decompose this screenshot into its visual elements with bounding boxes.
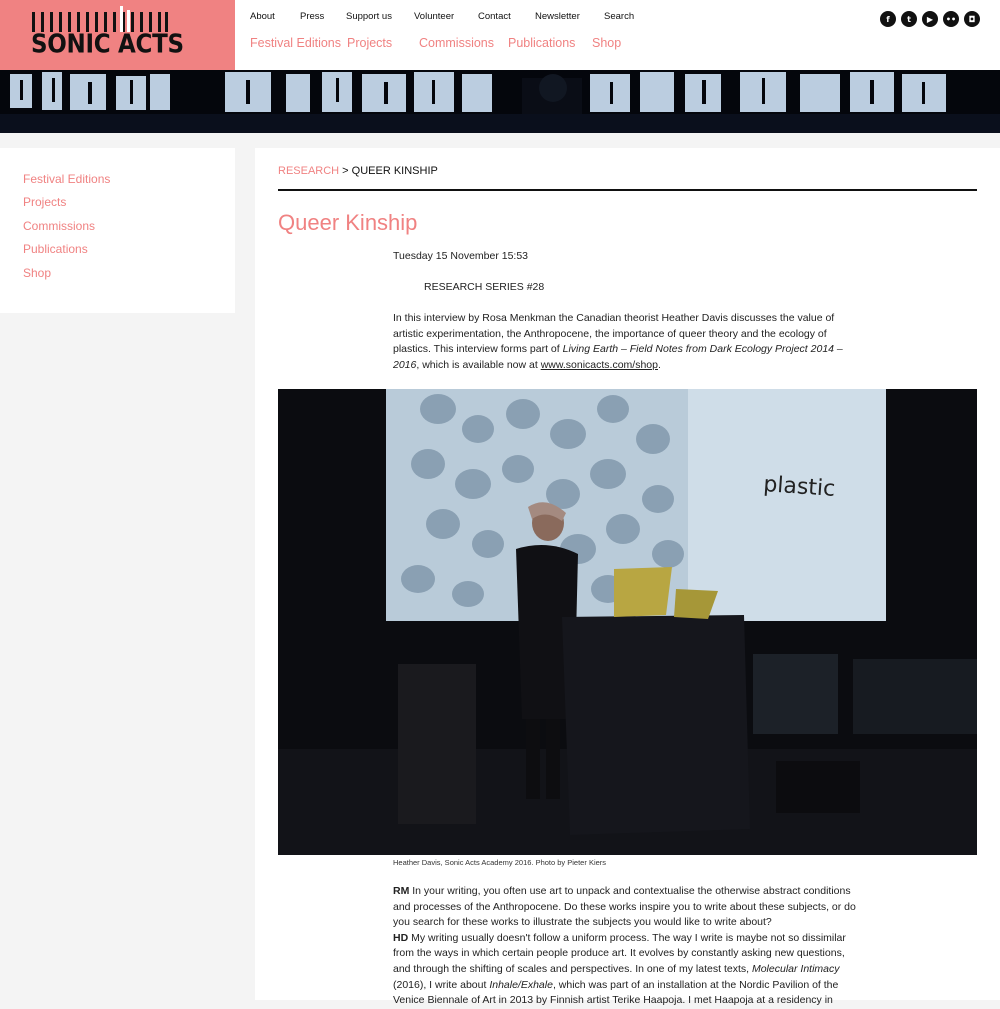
mainnav-shop[interactable]: Shop xyxy=(592,36,622,50)
slide-word: plastic xyxy=(762,472,837,502)
breadcrumb-divider xyxy=(278,189,977,191)
topnav-newsletter[interactable]: Newsletter xyxy=(535,11,580,22)
question-text: In your writing, you often use art to unpack and contextualise the otherwise abstract conditions and processes of the Anthropocene. Do these works inspire you to write about these subjects, or do you search for these works to illustrate the subjects you would like to write about? xyxy=(393,885,856,929)
banner-graphic xyxy=(0,70,1000,133)
logo-bars-graphic xyxy=(32,10,168,32)
answer-speaker: HD xyxy=(393,931,409,944)
topnav-contact[interactable]: Contact xyxy=(478,11,511,22)
photo-graphic xyxy=(278,389,977,855)
topnav-support-us[interactable]: Support us xyxy=(346,11,392,22)
topnav-press[interactable]: Press xyxy=(300,11,325,22)
breadcrumb-separator: > xyxy=(339,165,352,177)
question-speaker: RM xyxy=(393,885,410,897)
answer-text-2: (2016), I write about xyxy=(393,978,490,991)
topnav-about[interactable]: About xyxy=(250,11,275,22)
shop-link[interactable]: www.sonicacts.com/shop xyxy=(540,358,658,371)
article-series: RESEARCH SERIES #28 xyxy=(424,281,545,293)
youtube-icon[interactable]: ▶ xyxy=(922,11,938,27)
sidebar-item-publications[interactable]: Publications xyxy=(23,242,88,256)
interview-text xyxy=(393,884,863,1009)
mainnav-commissions[interactable]: Commissions xyxy=(419,36,495,50)
breadcrumb xyxy=(278,165,438,177)
intro-text-a: In this interview by Rosa Menkman the Canadian theorist Heather Davis discusses the value of artistic experimentation, the Anthropocene, the importance of queer theory and the ecology of plastics. This interview forms part of xyxy=(393,312,835,356)
intro-text-b: , which is available now at xyxy=(416,358,541,371)
logo-wordmark: SONIC ACTS xyxy=(31,30,184,60)
breadcrumb-research-link[interactable]: RESEARCH xyxy=(278,165,340,177)
answer-title-1: Molecular Intimacy xyxy=(751,962,840,975)
instagram-icon[interactable]: ◘ xyxy=(964,11,980,27)
sidebar-item-shop[interactable]: Shop xyxy=(23,266,52,280)
twitter-icon[interactable]: t xyxy=(901,11,917,27)
photo-caption: Heather Davis, Sonic Acts Academy 2016. Photo by Pieter Kiers xyxy=(393,858,607,867)
header-banner-image xyxy=(0,70,1000,133)
topnav-volunteer[interactable]: Volunteer xyxy=(414,11,455,22)
article-content xyxy=(255,148,1000,1007)
mainnav-publications[interactable]: Publications xyxy=(508,36,576,50)
intro-text-c: . xyxy=(657,358,661,371)
answer-title-2: Inhale/Exhale xyxy=(489,978,553,991)
mainnav-projects[interactable]: Projects xyxy=(347,36,393,50)
flickr-icon[interactable]: •• xyxy=(943,11,959,27)
answer-text-3: , which was part of an installation at the Nordic Pavilion of the Venice Biennale of Art in 2013 by Finnish artist Terike Haapoja. I met Haapoja at a residency in xyxy=(393,978,839,1007)
sidebar-navigation xyxy=(0,148,235,313)
topnav-search[interactable]: Search xyxy=(604,11,635,22)
article-photo xyxy=(278,389,977,855)
sonic-acts-logo[interactable] xyxy=(0,0,235,70)
social-links xyxy=(880,11,985,27)
sidebar-item-projects[interactable]: Projects xyxy=(23,195,67,209)
facebook-icon[interactable]: f xyxy=(880,11,896,27)
article-intro xyxy=(393,311,863,373)
breadcrumb-current: QUEER KINSHIP xyxy=(351,165,438,177)
intro-book-title: Living Earth – Field Notes from Dark Ecology Project 2014 – 2016 xyxy=(393,343,843,371)
site-header xyxy=(0,0,1000,70)
page-title: Queer Kinship xyxy=(278,210,418,235)
sidebar-item-festival-editions[interactable]: Festival Editions xyxy=(23,172,111,186)
article-date: Tuesday 15 November 15:53 xyxy=(393,250,529,262)
sidebar-item-commissions[interactable]: Commissions xyxy=(23,219,96,233)
mainnav-festival-editions[interactable]: Festival Editions xyxy=(250,36,342,50)
answer-text-1: My writing usually doesn't follow a uniform process. The way I write is maybe not so dissimilar from the ways in which certain people produce art. It evolves by constantly asking new questions, and through the shifting of scales and perspectives. In one of my latest texts, xyxy=(393,931,846,975)
